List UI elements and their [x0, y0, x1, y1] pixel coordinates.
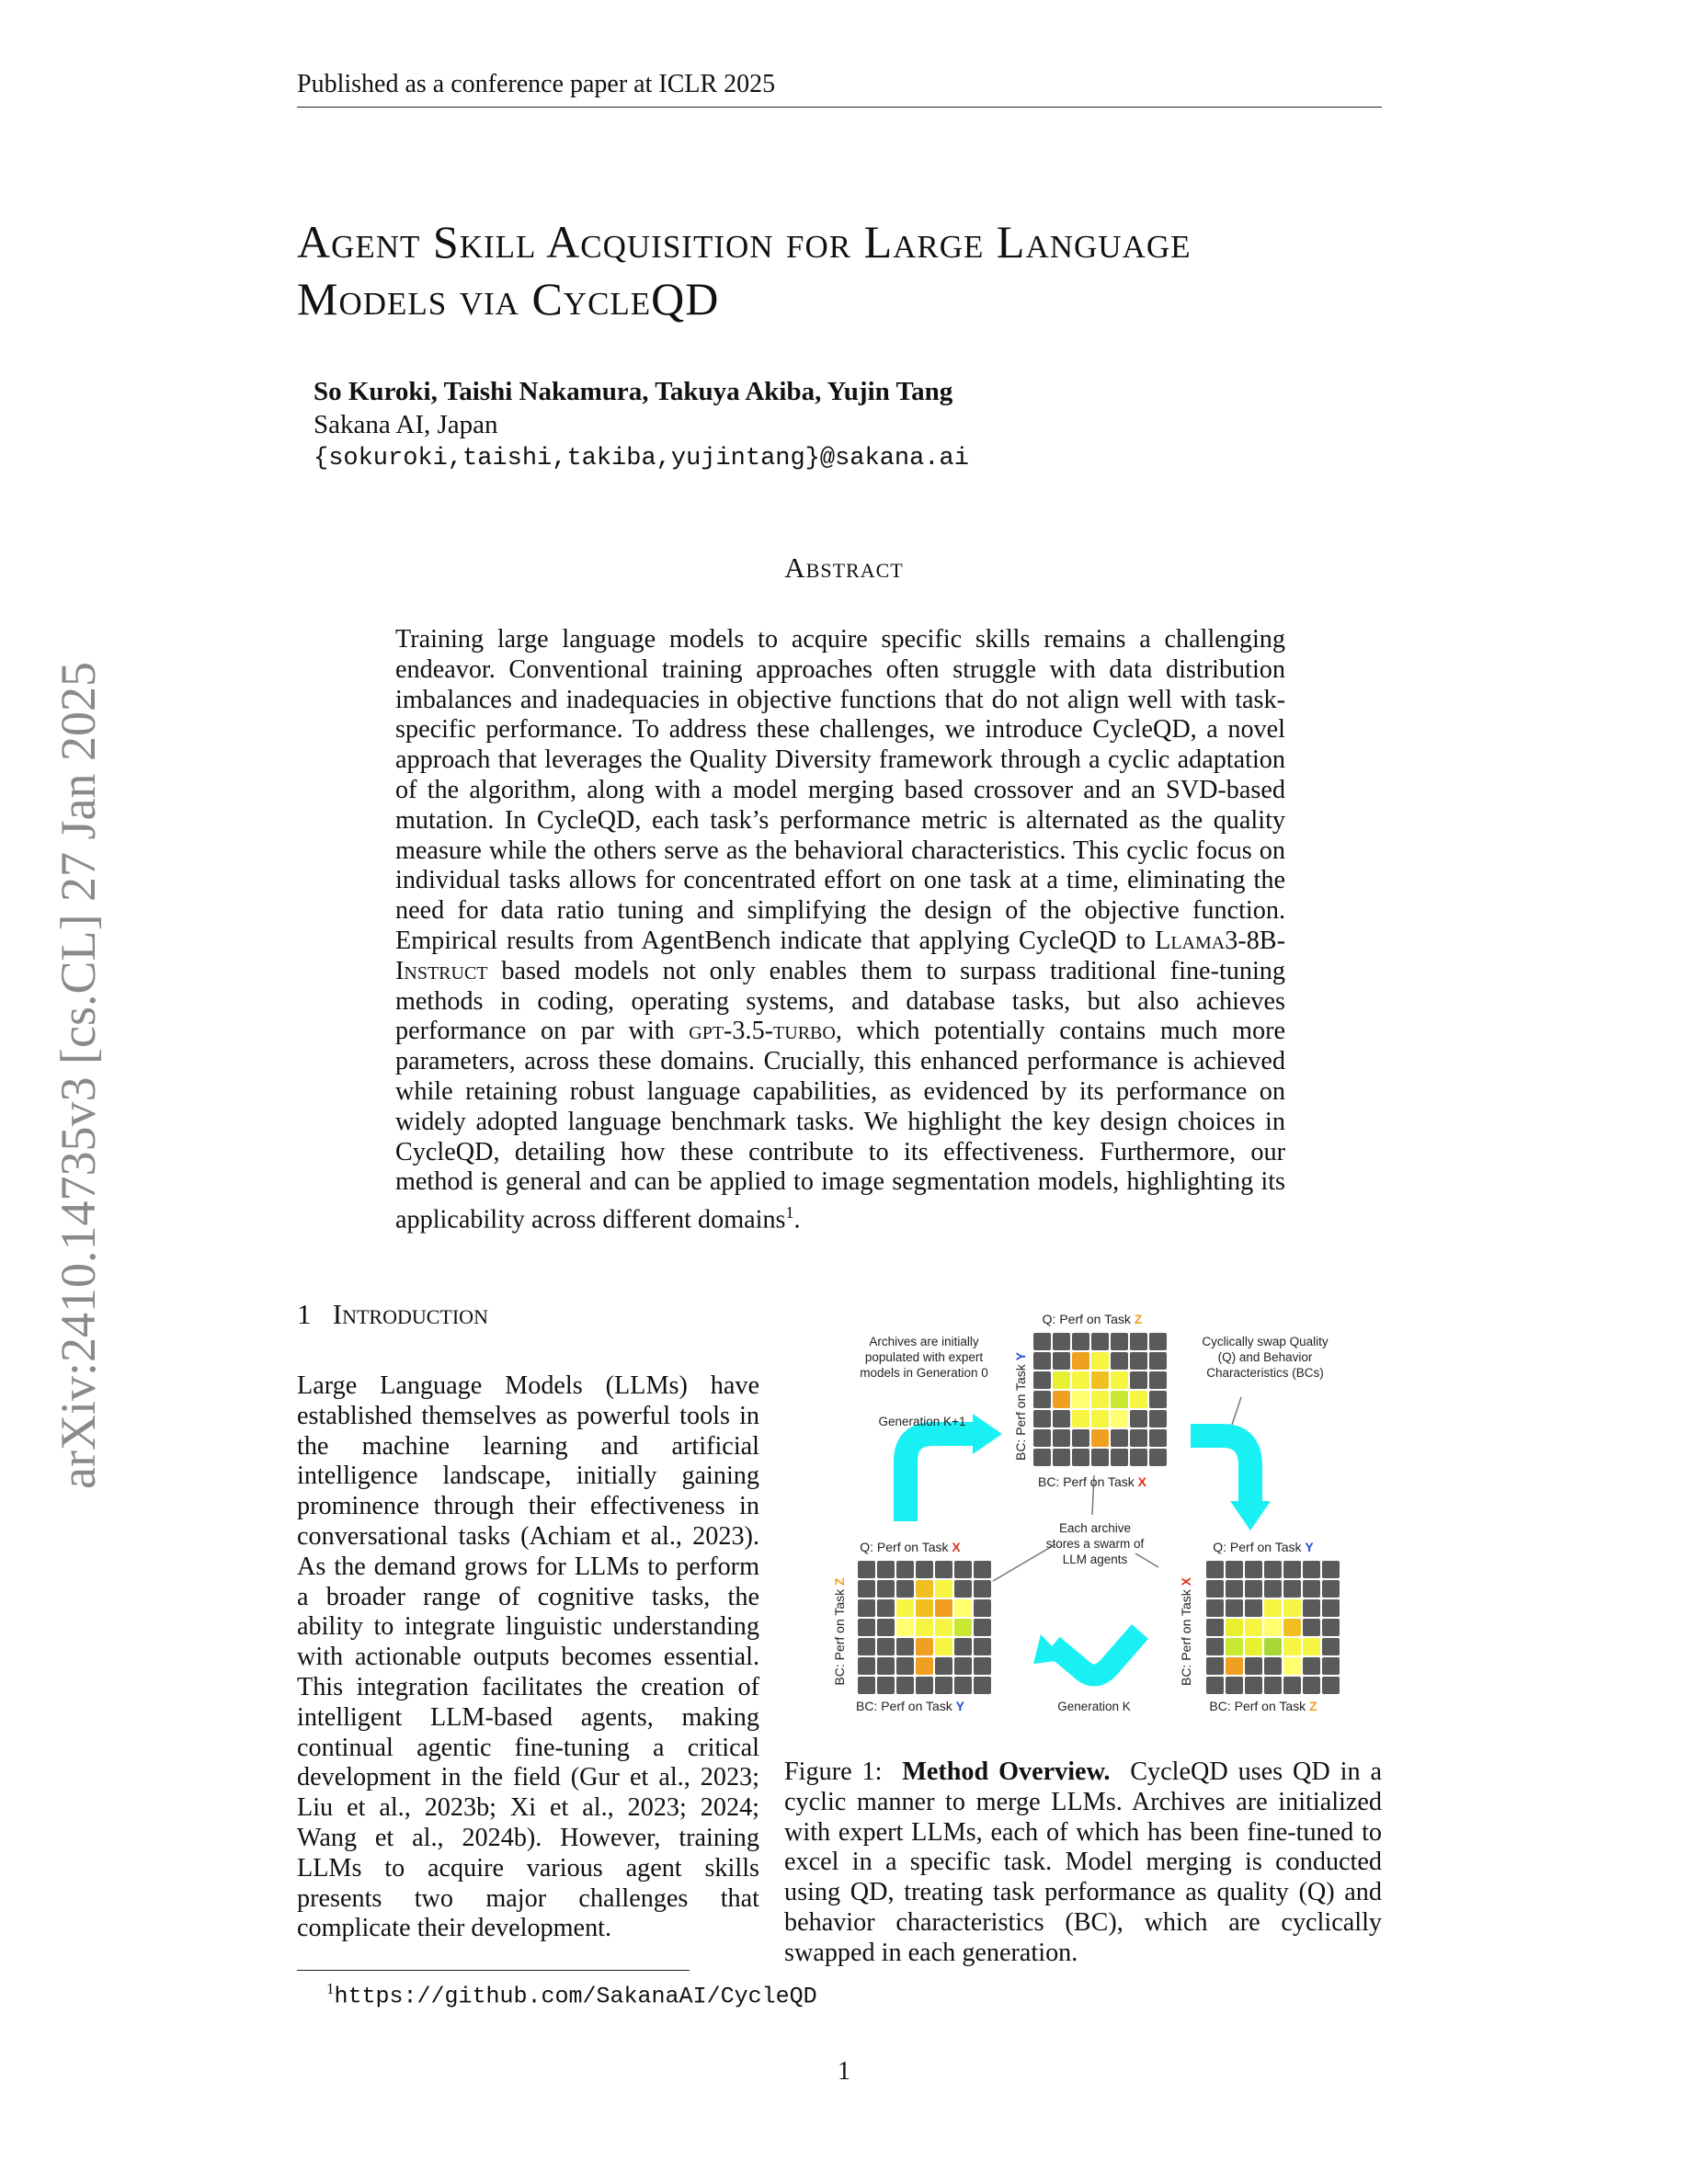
- archive-cell: [1322, 1619, 1340, 1636]
- archive-cell: [974, 1599, 991, 1617]
- archive-cell: [1091, 1352, 1109, 1370]
- archive-cell: [916, 1580, 933, 1598]
- archive-cell: [1149, 1410, 1167, 1428]
- archive-cell: [1091, 1371, 1109, 1389]
- figure-caption: Figure 1: Method Overview. CycleQD uses QD in a cyclic manner to merge LLMs. Archives are initialized with expert LLMs, each of which has been fine-tuned to excel in a specific task. Model merging is conducted using QD, treating task performance as quality (Q) and behavior characteristics (BC), which are cyclically swapped in each generation.: [784, 1757, 1382, 1967]
- archive-cell: [1245, 1677, 1262, 1694]
- archive-cell: [1033, 1333, 1051, 1350]
- archive-cell: [1111, 1449, 1128, 1466]
- archive-grid-right: [1206, 1561, 1340, 1694]
- note-archives: Archives are initially populated with expert models in Generation 0: [860, 1335, 988, 1380]
- archive-cell: [896, 1580, 914, 1598]
- archive-cell: [1130, 1449, 1147, 1466]
- archive-cell: [935, 1638, 952, 1655]
- archive-cell: [1245, 1561, 1262, 1578]
- archive-cell: [1149, 1352, 1167, 1370]
- archive-cell: [1149, 1333, 1167, 1350]
- archive-cell: [1322, 1580, 1340, 1598]
- archive-cell: [1053, 1371, 1070, 1389]
- archive-cell: [1111, 1429, 1128, 1447]
- arxiv-id: arXiv:2410.14735v3 [cs.CL] 27 Jan 2025: [51, 662, 106, 1489]
- archive-cell: [1206, 1599, 1224, 1617]
- archive-grid-left: [858, 1561, 991, 1694]
- archive-cell: [974, 1657, 991, 1675]
- archive-cell: [1283, 1580, 1301, 1598]
- archive-cell: [858, 1599, 875, 1617]
- author-emails: {sokuroki,taishi,takiba,yujintang}@sakana.ai: [314, 445, 969, 472]
- gen-k1-label: Generation K+1: [878, 1415, 966, 1428]
- archive-cell: [1322, 1677, 1340, 1694]
- author-names: So Kuroki, Taishi Nakamura, Takuya Akiba, Yujin Tang: [314, 377, 953, 406]
- page-number: 1: [838, 2057, 850, 2086]
- archive-cell: [935, 1561, 952, 1578]
- archive-cell: [1283, 1561, 1301, 1578]
- archive-cell: [877, 1580, 895, 1598]
- archive-cell: [877, 1561, 895, 1578]
- left-bc-x-label: BC: Perf on Task Y: [855, 1699, 965, 1713]
- archive-cell: [1072, 1410, 1089, 1428]
- archive-grid-top: [1033, 1333, 1167, 1466]
- archive-cell: [974, 1619, 991, 1636]
- archive-cell: [1130, 1429, 1147, 1447]
- archive-cell: [877, 1619, 895, 1636]
- archive-cell: [935, 1677, 952, 1694]
- archive-cell: [1091, 1410, 1109, 1428]
- footnote-link[interactable]: https://github.com/SakanaAI/CycleQD: [334, 1983, 817, 2010]
- archive-cell: [1072, 1429, 1089, 1447]
- archive-cell: [1053, 1449, 1070, 1466]
- archive-cell: [1130, 1410, 1147, 1428]
- archive-cell: [1111, 1391, 1128, 1408]
- affiliation: Sakana AI, Japan: [314, 410, 498, 439]
- archive-cell: [858, 1657, 875, 1675]
- archive-cell: [1264, 1619, 1282, 1636]
- archive-cell: [858, 1561, 875, 1578]
- archive-cell: [1283, 1619, 1301, 1636]
- archive-cell: [1091, 1391, 1109, 1408]
- abstract-body: Training large language models to acquire specific skills remains a challenging endeavor. Conventional training approaches often struggle with data distribution imbalances and inadequacies in objective functions that do not align well with task-specific performance. To address these challenges, we introduce CycleQD, a novel approach that leverages the Quality Diversity framework through a cyclic adaptation of the algorithm, along with a model merging based crossover and an SVD-based mutation. In CycleQD, each task’s performance metric is alternated as the quality measure while the others serve as the behavioral characteristics. This cyclic focus on individual tasks allows for concentrated effort on one task at a time, eliminating the need for data ratio tuning and simplifying the design of the objective function. Empirical results from AgentBench indicate that applying CycleQD to Llama3-8B-Instruct based models not only enables them to surpass traditional fine-tuning methods in coding, operating systems, and database tasks, but also achieves performance on par with gpt-3.5-turbo, which potentially contains much more parameters, across these domains. Crucially, this enhanced performance is achieved while retaining robust language capabilities, as evidenced by its performance on widely adopted language benchmark tasks. We highlight the key design choices in CycleQD, detailing how these contribute to its effectiveness. Furthermore, our method is general and can be applied to image segmentation models, highlighting its applicability across different domains$^1$.: [395, 625, 1286, 1234]
- archive-cell: [1245, 1638, 1262, 1655]
- archive-cell: [1033, 1429, 1051, 1447]
- archive-cell: [1226, 1599, 1243, 1617]
- archive-cell: [974, 1677, 991, 1694]
- archive-cell: [1264, 1677, 1282, 1694]
- archive-cell: [1245, 1657, 1262, 1675]
- arrow-right-down-icon: [1191, 1436, 1250, 1503]
- arrow-gen-k-icon: [1053, 1632, 1140, 1676]
- archive-cell: [1130, 1352, 1147, 1370]
- archive-cell: [1053, 1410, 1070, 1428]
- archive-cell: [1283, 1657, 1301, 1675]
- archive-cell: [954, 1599, 972, 1617]
- archive-cell: [1264, 1580, 1282, 1598]
- archive-cell: [1072, 1333, 1089, 1350]
- right-bc-y-label: BC: Perf on Task X: [1179, 1576, 1193, 1687]
- top-q-label: Q: Perf on Task Z: [1042, 1314, 1143, 1326]
- left-q-label: Q: Perf on Task X: [860, 1540, 961, 1554]
- archive-cell: [1322, 1657, 1340, 1675]
- archive-cell: [858, 1677, 875, 1694]
- paper-title: [297, 213, 1400, 327]
- gen-k-label: Generation K: [1057, 1700, 1131, 1713]
- footnote-mark: 1: [785, 1203, 794, 1223]
- archive-cell: [858, 1619, 875, 1636]
- archive-cell: [1053, 1352, 1070, 1370]
- archive-cell: [1322, 1599, 1340, 1617]
- archive-cell: [1226, 1619, 1243, 1636]
- archive-cell: [954, 1677, 972, 1694]
- arxiv-sidebar: [51, 597, 106, 1553]
- right-bc-x-label: BC: Perf on Task Z: [1209, 1699, 1317, 1713]
- archive-cell: [1072, 1449, 1089, 1466]
- archive-cell: [916, 1561, 933, 1578]
- archive-cell: [1111, 1410, 1128, 1428]
- archive-cell: [954, 1561, 972, 1578]
- note-swap: Cyclically swap Quality (Q) and Behavior Characteristics (BCs): [1202, 1335, 1329, 1380]
- archive-cell: [1303, 1619, 1320, 1636]
- archive-cell: [935, 1580, 952, 1598]
- archive-cell: [974, 1580, 991, 1598]
- archive-cell: [1206, 1580, 1224, 1598]
- archive-cell: [954, 1657, 972, 1675]
- top-bc-y-label: BC: Perf on Task Y: [1013, 1351, 1028, 1462]
- archive-cell: [1206, 1619, 1224, 1636]
- archive-cell: [1072, 1391, 1089, 1408]
- archive-cell: [1130, 1333, 1147, 1350]
- archive-cell: [1322, 1561, 1340, 1578]
- archive-cell: [877, 1599, 895, 1617]
- abstract-heading: Abstract: [784, 552, 904, 584]
- header-rule: [297, 107, 1382, 108]
- archive-cell: [1264, 1599, 1282, 1617]
- archive-cell: [1303, 1580, 1320, 1598]
- archive-cell: [1264, 1657, 1282, 1675]
- archive-cell: [858, 1580, 875, 1598]
- archive-cell: [1149, 1429, 1167, 1447]
- left-bc-y-label: BC: Perf on Task Z: [832, 1577, 847, 1686]
- archive-cell: [1033, 1391, 1051, 1408]
- archive-cell: [1053, 1391, 1070, 1408]
- archive-cell: [1303, 1599, 1320, 1617]
- archive-cell: [1091, 1333, 1109, 1350]
- archive-cell: [1226, 1638, 1243, 1655]
- archive-cell: [1303, 1561, 1320, 1578]
- archive-cell: [1303, 1657, 1320, 1675]
- archive-cell: [1111, 1371, 1128, 1389]
- archive-cell: [1283, 1599, 1301, 1617]
- title-line-2: Models via CycleQD: [297, 273, 720, 324]
- archive-cell: [1149, 1391, 1167, 1408]
- section-heading: 1 Introduction: [297, 1298, 488, 1330]
- archive-cell: [896, 1638, 914, 1655]
- archive-cell: [896, 1561, 914, 1578]
- archive-cell: [858, 1638, 875, 1655]
- archive-cell: [1149, 1449, 1167, 1466]
- archive-cell: [916, 1638, 933, 1655]
- archive-cell: [1091, 1429, 1109, 1447]
- running-header: Published as a conference paper at ICLR 2025: [297, 70, 776, 98]
- method-overview-figure: [827, 1314, 1342, 1728]
- right-q-label: Q: Perf on Task Y: [1213, 1540, 1314, 1554]
- archive-cell: [1130, 1371, 1147, 1389]
- archive-cell: [1226, 1677, 1243, 1694]
- archive-cell: [1322, 1638, 1340, 1655]
- archive-cell: [954, 1638, 972, 1655]
- archive-cell: [896, 1677, 914, 1694]
- archive-cell: [1053, 1429, 1070, 1447]
- archive-cell: [896, 1619, 914, 1636]
- archive-cell: [1283, 1677, 1301, 1694]
- arrow-head-gen-k1-icon: [973, 1414, 1002, 1454]
- archive-cell: [877, 1638, 895, 1655]
- archive-cell: [1033, 1449, 1051, 1466]
- title-line-1: Agent Skill Acquisition for Large Language: [297, 216, 1192, 267]
- archive-cell: [974, 1561, 991, 1578]
- archive-cell: [954, 1619, 972, 1636]
- arrow-head-right-icon: [1230, 1501, 1271, 1530]
- intro-paragraph: Large Language Models (LLMs) have established themselves as powerful tools in the machine learning and artificial intelligence landscape, initially gaining prominence through their effectiveness in conversational tasks (Achiam et al., 2023). As the demand grows for LLMs to perform a broader range of cognitive tasks, the ability to integrate linguistic understanding with actionable outputs becomes essential. This integration facilitates the creation of intelligent LLM-based agents, making continual agentic fine-tuning a critical development in the field (Gur et al., 2023; Liu et al., 2023b; Xi et al., 2023; 2024; Wang et al., 2024b). However, training LLMs to acquire various agent skills presents two major challenges that complicate their development.: [297, 1371, 759, 1943]
- archive-cell: [1245, 1599, 1262, 1617]
- archive-cell: [935, 1599, 952, 1617]
- archive-cell: [1033, 1410, 1051, 1428]
- archive-cell: [974, 1638, 991, 1655]
- archive-cell: [1303, 1677, 1320, 1694]
- archive-cell: [1072, 1352, 1089, 1370]
- archive-cell: [916, 1657, 933, 1675]
- archive-cell: [1111, 1352, 1128, 1370]
- archive-cell: [1283, 1638, 1301, 1655]
- archive-cell: [1206, 1657, 1224, 1675]
- archive-cell: [1206, 1677, 1224, 1694]
- archive-cell: [1303, 1638, 1320, 1655]
- note-each-archive: Each archive stores a swarm of LLM agents: [1045, 1521, 1145, 1566]
- archive-cell: [1264, 1561, 1282, 1578]
- archive-cell: [1206, 1561, 1224, 1578]
- archive-cell: [1226, 1657, 1243, 1675]
- archive-cell: [1091, 1449, 1109, 1466]
- archive-cell: [1226, 1580, 1243, 1598]
- top-bc-x-label: BC: Perf on Task X: [1037, 1474, 1147, 1489]
- archive-cell: [1226, 1561, 1243, 1578]
- archive-cell: [1245, 1580, 1262, 1598]
- archive-cell: [877, 1657, 895, 1675]
- footnote: $^1$https://github.com/SakanaAI/CycleQD: [326, 1980, 817, 2010]
- archive-cell: [1149, 1371, 1167, 1389]
- archive-cell: [935, 1619, 952, 1636]
- archive-cell: [916, 1677, 933, 1694]
- archive-cell: [1033, 1371, 1051, 1389]
- archive-cell: [1033, 1352, 1051, 1370]
- archive-cell: [1245, 1619, 1262, 1636]
- archive-cell: [896, 1657, 914, 1675]
- archive-cell: [954, 1580, 972, 1598]
- archive-cell: [916, 1599, 933, 1617]
- archive-cell: [1053, 1333, 1070, 1350]
- archive-cell: [1111, 1333, 1128, 1350]
- footnote-rule: [297, 1970, 690, 1971]
- archive-cell: [896, 1599, 914, 1617]
- archive-cell: [1130, 1391, 1147, 1408]
- arrow-gen-k1-icon: [906, 1434, 975, 1521]
- archive-cell: [1072, 1371, 1089, 1389]
- archive-cell: [916, 1619, 933, 1636]
- archive-cell: [935, 1657, 952, 1675]
- archive-cell: [1264, 1638, 1282, 1655]
- archive-cell: [877, 1677, 895, 1694]
- archive-cell: [1206, 1638, 1224, 1655]
